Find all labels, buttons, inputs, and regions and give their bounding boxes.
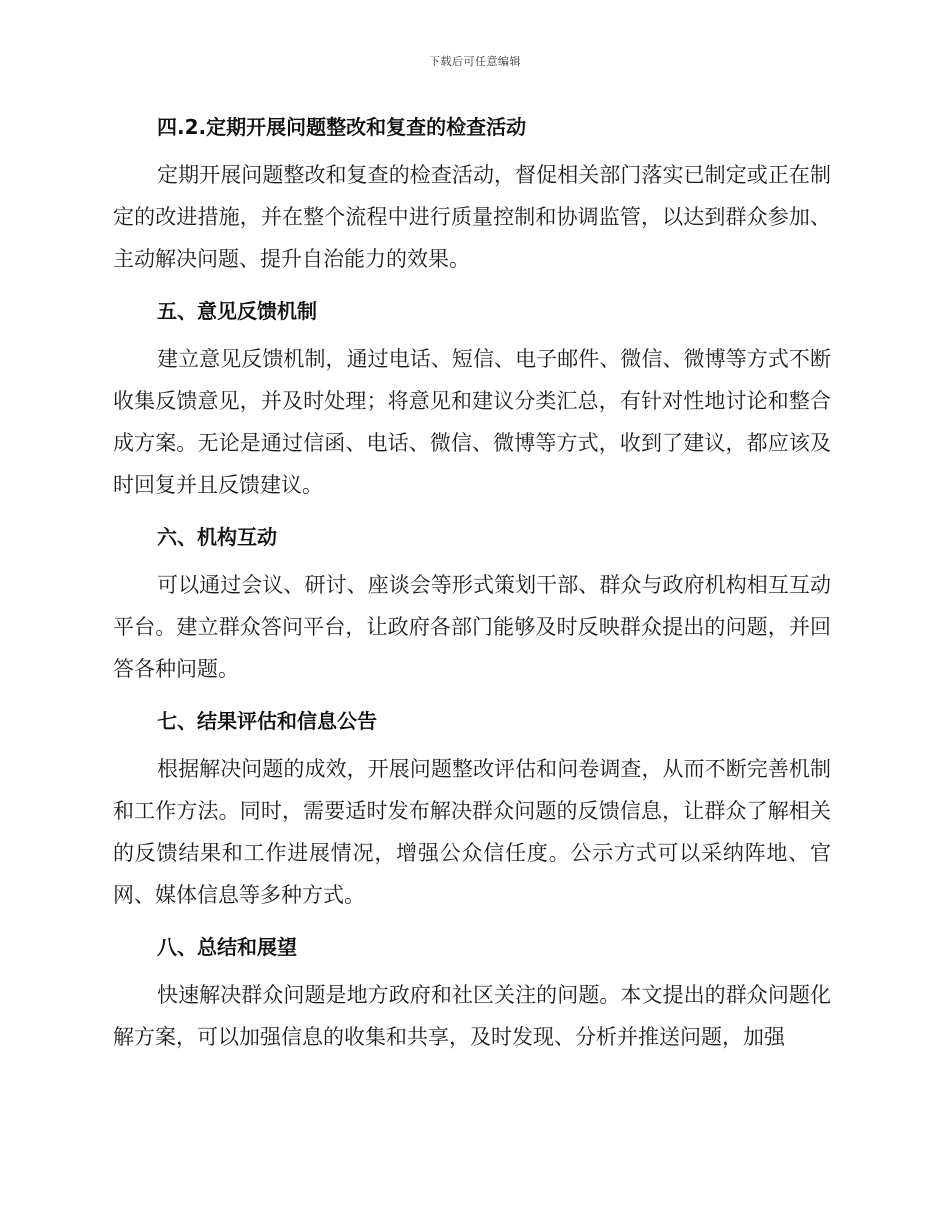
section-paragraph-7: 根据解决问题的成效，开展问题整改评估和问卷调查，从而不断完善机制和工作方法。同时，需要适时发布解决群众问题的反馈信息，让群众了解相关的反馈结果和工作进展情况，增强公众信任度。公示方式可以采纳阵地、官网、媒体信息等多种方式。	[113, 757, 831, 907]
section-heading-5: 五、意见反馈机制	[157, 299, 317, 323]
section-heading-4-2: 四.2.定期开展问题整改和复查的检查活动	[157, 115, 527, 139]
document-body	[113, 108, 831, 1070]
section-paragraph-5: 建立意见反馈机制，通过电话、短信、电子邮件、微信、微博等方式不断收集反馈意见，并及时处理；将意见和建议分类汇总，有针对性地讨论和整合成方案。无论是通过信函、电话、微信、微博等方式，收到了建议，都应该及时回复并且反馈建议。	[113, 347, 831, 497]
section-heading-8: 八、总结和展望	[157, 935, 297, 959]
header-note: 下载后可任意编辑	[429, 55, 521, 68]
section-paragraph-6: 可以通过会议、研讨、座谈会等形式策划干部、群众与政府机构相互互动平台。建立群众答问平台，让政府各部门能够及时反映群众提出的问题，并回答各种问题。	[113, 573, 831, 681]
section-paragraph-4-2: 定期开展问题整改和复查的检查活动，督促相关部门落实已制定或正在制定的改进措施，并在整个流程中进行质量控制和协调监管，以达到群众参加、主动解决问题、提升自治能力的效果。	[113, 163, 831, 271]
section-heading-7: 七、结果评估和信息公告	[157, 709, 377, 733]
section-heading-6: 六、机构互动	[157, 525, 277, 549]
section-paragraph-8: 快速解决群众问题是地方政府和社区关注的问题。本文提出的群众问题化解方案，可以加强信息的收集和共享，及时发现、分析并推送问题，加强	[113, 983, 831, 1049]
